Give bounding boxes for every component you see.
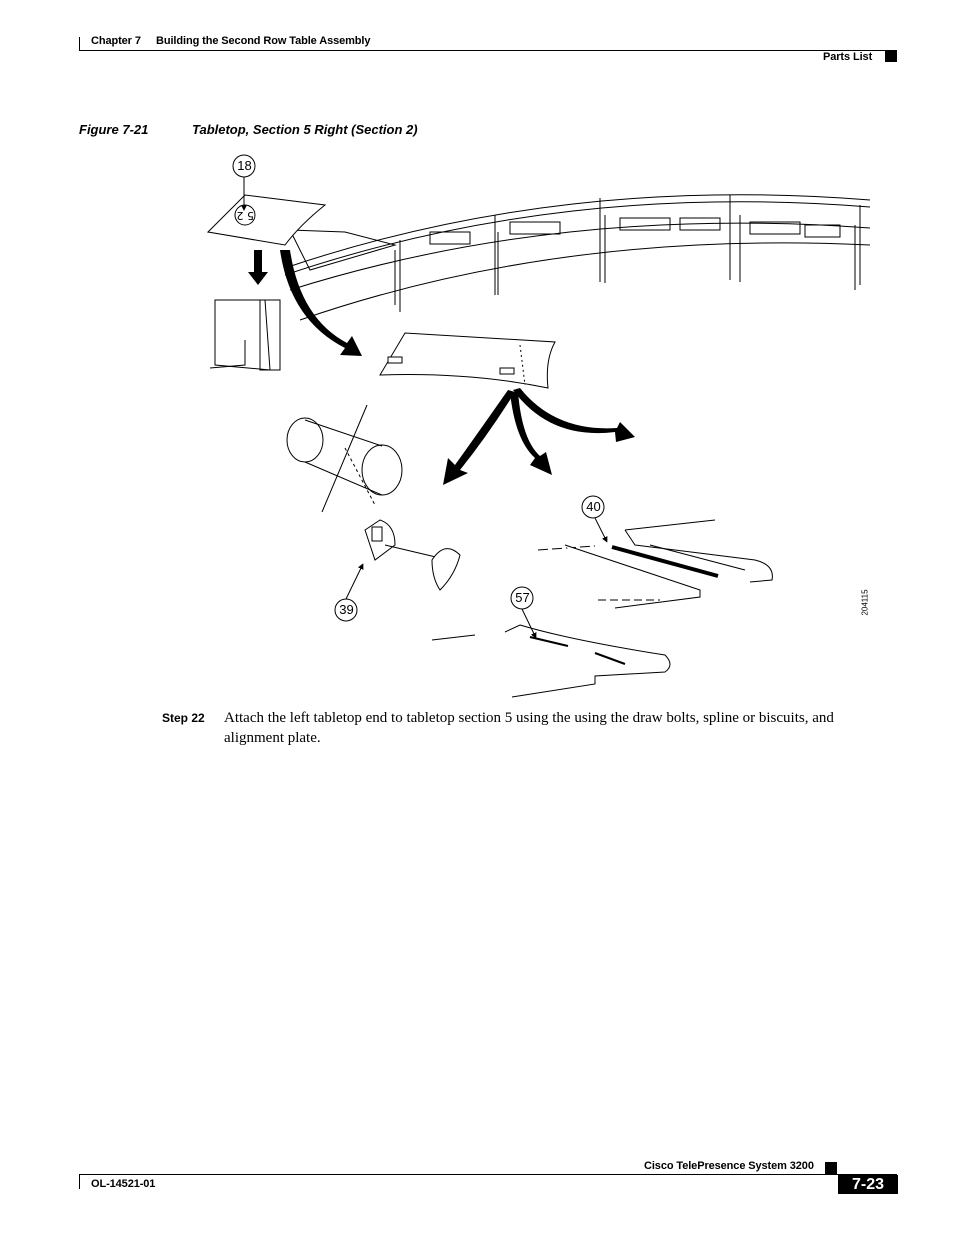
assembly-illustration [190, 150, 890, 710]
figure-number: Figure 7-21 [79, 122, 149, 137]
tabletop-underside-drawing [380, 333, 555, 388]
draw-bolt-drawing [287, 405, 460, 590]
header-marker-block [885, 51, 897, 62]
tabletop-section-drawing [208, 195, 325, 245]
header-chapter: Chapter 7 [91, 35, 141, 47]
footer-marker-block [825, 1162, 837, 1174]
callout-18-label: 18 [237, 158, 252, 173]
page-number: 7-23 [838, 1175, 898, 1194]
figure-id: 204115 [860, 589, 870, 616]
spline-detail-drawing [538, 520, 772, 608]
header-section: Parts List [823, 51, 873, 63]
step-text-line1: Attach the left tabletop end to tabletop section 5 using the using the draw bolts, spline or biscuits, and [224, 710, 834, 726]
step-label: Step 22 [162, 711, 205, 725]
down-arrow-icon [248, 250, 268, 285]
footer-rule [79, 1174, 897, 1175]
step-text-line2: alignment plate. [224, 730, 321, 746]
footer-product: Cisco TelePresence System 3200 [644, 1160, 814, 1172]
header-rule [79, 50, 897, 51]
header-chapter-title: Building the Second Row Table Assembly [156, 35, 371, 47]
detail-arrows-icon [443, 388, 635, 485]
callout-40-label: 40 [586, 499, 601, 514]
curved-arrow-icon [280, 250, 362, 356]
tabletop-label: 5 2 [236, 209, 254, 222]
figure-title: Tabletop, Section 5 Right (Section 2) [192, 122, 418, 137]
alignment-plate-drawing [432, 600, 670, 697]
callout-57-label: 57 [515, 590, 530, 605]
callout-39-label: 39 [339, 602, 354, 617]
footer-doc-id: OL-14521-01 [91, 1178, 156, 1190]
footer-left-tick [79, 1174, 80, 1189]
header-left-tick [79, 37, 80, 51]
